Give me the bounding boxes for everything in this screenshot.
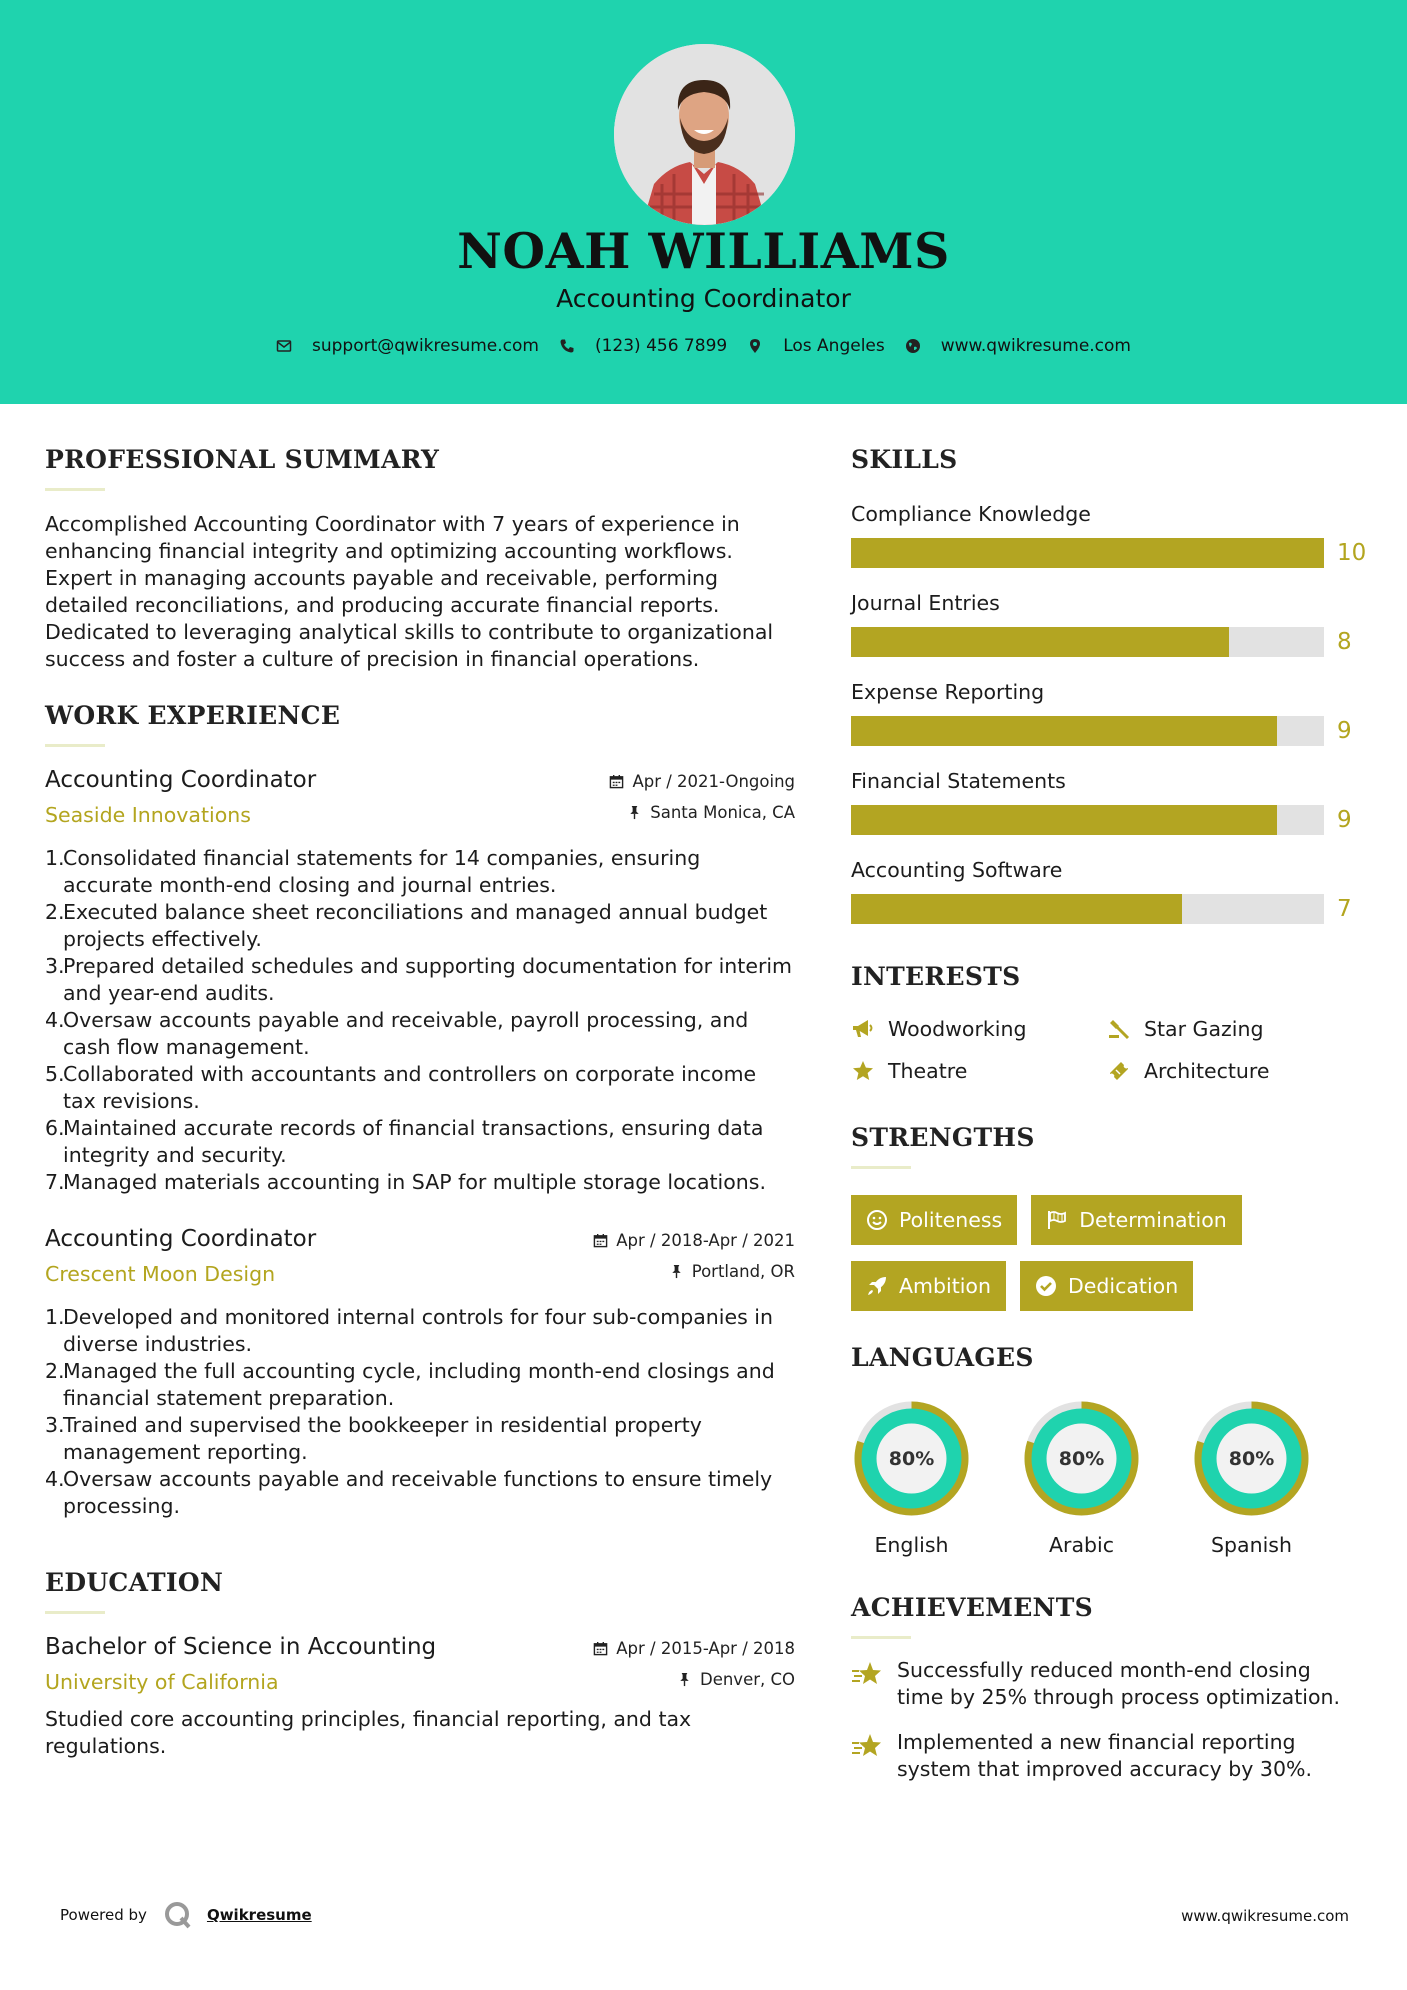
- language-name: Spanish: [1211, 1533, 1292, 1557]
- phone-icon: [559, 338, 575, 354]
- star-icon: [851, 1059, 875, 1083]
- list-item: 7. Managed materials accounting in SAP for multiple storage locations.: [45, 1170, 766, 1194]
- skill-name: Accounting Software: [851, 858, 1063, 882]
- education-meta: [593, 1638, 795, 1689]
- job-location: [609, 802, 795, 822]
- gavel-icon: [1107, 1017, 1131, 1041]
- education-dates: [593, 1638, 795, 1658]
- interest-label: Architecture: [1144, 1059, 1270, 1083]
- skills-list: [851, 502, 1371, 924]
- bullet-text: Managed the full accounting cycle, including month-end closings and financial statement preparation.: [63, 1359, 775, 1410]
- languages-heading: LANGUAGES: [851, 1343, 1034, 1372]
- strength-label: Ambition: [899, 1274, 991, 1298]
- achievement-item: [851, 1657, 1371, 1711]
- languages-section: [851, 1343, 1371, 1557]
- education-heading: EDUCATION: [45, 1568, 224, 1597]
- strength-chip: [1031, 1195, 1242, 1245]
- skill-name: Expense Reporting: [851, 680, 1045, 704]
- profile-photo-illustration: [614, 44, 795, 225]
- section-divider: [45, 1611, 105, 1614]
- pushpin-icon: [677, 1672, 692, 1687]
- skill-level: 9: [1337, 807, 1352, 833]
- section-divider: [45, 488, 105, 491]
- skill-level: 9: [1337, 718, 1352, 744]
- achievements-heading: ACHIEVEMENTS: [851, 1593, 1093, 1622]
- education-dates-text: Apr / 2015-Apr / 2018: [616, 1638, 795, 1658]
- strength-chip: [851, 1261, 1006, 1311]
- achievements-section: [851, 1593, 1371, 1783]
- section-divider: [851, 1166, 911, 1169]
- job-location-text: Santa Monica, CA: [650, 802, 795, 822]
- trophy-star-icon: [851, 1731, 885, 1761]
- bullet-text: Trained and supervised the bookkeeper in residential property management reporting.: [63, 1413, 702, 1464]
- interest-label: Theatre: [888, 1059, 968, 1083]
- contact-email[interactable]: [276, 336, 539, 356]
- job-dates-text: Apr / 2018-Apr / 2021: [616, 1230, 795, 1250]
- skills-heading: SKILLS: [851, 445, 958, 474]
- skill-level: 7: [1337, 896, 1352, 922]
- skill-level: 8: [1337, 629, 1352, 655]
- language-ring: [851, 1398, 972, 1519]
- envelope-icon: [276, 338, 292, 354]
- interests-section: [851, 962, 1371, 1083]
- right-column: [851, 445, 1371, 1783]
- summary-section: [45, 445, 795, 673]
- brand-link[interactable]: Qwikresume: [206, 1906, 312, 1924]
- education-entry: [45, 1634, 795, 1760]
- calendar-icon: [609, 774, 624, 789]
- skill-bar: [851, 627, 1352, 657]
- skill-name: Financial Statements: [851, 769, 1066, 793]
- language-ring: [1021, 1398, 1142, 1519]
- bullet-text: Oversaw accounts payable and receivable, payroll processing, and cash flow management.: [63, 1008, 749, 1059]
- interests-list: [851, 1017, 1371, 1083]
- bullet-text: Collaborated with accountants and controllers on corporate income tax revisions.: [63, 1062, 757, 1113]
- bullet-text: Managed materials accounting in SAP for multiple storage locations.: [63, 1170, 766, 1194]
- strength-label: Politeness: [899, 1208, 1003, 1232]
- strengths-list: [851, 1195, 1351, 1311]
- list-item: 1. Developed and monitored internal controls for four sub-companies in diverse industries.: [45, 1305, 773, 1356]
- skill-item: [851, 858, 1371, 924]
- job-entry: [45, 1226, 795, 1520]
- pushpin-icon: [627, 805, 642, 820]
- contact-website-text: www.qwikresume.com: [940, 336, 1131, 356]
- section-divider: [851, 1636, 911, 1639]
- skill-bar-fill: [851, 627, 1229, 657]
- list-item: 1. Consolidated financial statements for 14 companies, ensuring accurate month-end closing and journal entries.: [45, 846, 701, 897]
- section-divider: [45, 744, 105, 747]
- list-item: 4. Oversaw accounts payable and receivable functions to ensure timely processing.: [45, 1467, 773, 1518]
- skill-bar-fill: [851, 716, 1277, 746]
- job-dates: [593, 1230, 795, 1250]
- job-company: Crescent Moon Design: [45, 1262, 276, 1286]
- powered-by-label: Powered by: [60, 1906, 147, 1924]
- footer-powered: [60, 1900, 312, 1930]
- language-ring: [1191, 1398, 1312, 1519]
- list-item: 4. Oversaw accounts payable and receivable, payroll processing, and cash flow management.: [45, 1008, 749, 1059]
- job-bullets: [45, 1304, 795, 1520]
- skill-bar-fill: [851, 538, 1324, 568]
- skill-item: [851, 769, 1371, 835]
- list-item: 5. Collaborated with accountants and controllers on corporate income tax revisions.: [45, 1062, 757, 1113]
- skill-bar: [851, 805, 1352, 835]
- profile-photo: [614, 44, 795, 225]
- bullet-text: Maintained accurate records of financial transactions, ensuring data integrity and security.: [63, 1116, 764, 1167]
- bullet-text: Executed balance sheet reconciliations and managed annual budget projects effectively.: [63, 900, 768, 951]
- summary-text: Accomplished Accounting Coordinator with 7 years of experience in enhancing financial integrity and optimizing accounting workflows. Expert in managing accounts payable and receivable, performing detailed reconciliations, and producing accurate financial reports. Dedicated to leveraging analytical skills to contribute to organizational success and foster a culture of precision in financial operations.: [45, 512, 774, 671]
- skill-item: [851, 591, 1371, 657]
- skill-bar: [851, 894, 1352, 924]
- smile-icon: [866, 1209, 888, 1231]
- interest-label: Star Gazing: [1144, 1017, 1264, 1041]
- bullet-text: Prepared detailed schedules and supporting documentation for interim and year-end audits.: [63, 954, 793, 1005]
- interest-item: [1107, 1059, 1363, 1083]
- language-percent: 80%: [1058, 1448, 1105, 1470]
- languages-list: [851, 1398, 1371, 1557]
- candidate-title: Accounting Coordinator: [556, 284, 851, 313]
- bullet-text: Consolidated financial statements for 14 companies, ensuring accurate month-end closing and journal entries.: [63, 846, 701, 897]
- contact-bar: [0, 336, 1407, 356]
- rocket-icon: [866, 1275, 888, 1297]
- list-item: 3. Trained and supervised the bookkeeper in residential property management reporting.: [45, 1413, 702, 1464]
- list-item: 3. Prepared detailed schedules and supporting documentation for interim and year-end audits.: [45, 954, 793, 1005]
- calendar-icon: [593, 1233, 608, 1248]
- contact-location: [747, 336, 885, 356]
- job-location-text: Portland, OR: [691, 1261, 795, 1281]
- left-column: [45, 445, 795, 1760]
- degree-title: Bachelor of Science in Accounting: [45, 1634, 437, 1660]
- experience-heading: WORK EXPERIENCE: [45, 701, 341, 730]
- strength-chip: [1020, 1261, 1193, 1311]
- qwikresume-logo-icon: [163, 1900, 193, 1930]
- skill-bar: [851, 538, 1367, 568]
- skill-item: [851, 502, 1371, 568]
- language-item: [1021, 1398, 1191, 1557]
- job-meta: [609, 771, 795, 822]
- candidate-name: NOAH WILLIAMS: [457, 222, 950, 280]
- skills-section: [851, 445, 1371, 924]
- skill-item: [851, 680, 1371, 746]
- interest-item: [851, 1059, 1107, 1083]
- interest-label: Woodworking: [888, 1017, 1027, 1041]
- language-item: [851, 1398, 1021, 1557]
- bullet-text: Oversaw accounts payable and receivable functions to ensure timely processing.: [63, 1467, 773, 1518]
- education-location: [593, 1669, 795, 1689]
- language-percent: 80%: [888, 1448, 935, 1470]
- job-dates-text: Apr / 2021-Ongoing: [632, 771, 795, 791]
- job-meta: [593, 1230, 795, 1281]
- skill-bar: [851, 716, 1352, 746]
- language-name: English: [874, 1533, 949, 1557]
- job-title: Accounting Coordinator: [45, 767, 317, 793]
- interests-heading: INTERESTS: [851, 962, 1021, 991]
- header-banner: [0, 0, 1407, 404]
- education-section: [45, 1568, 795, 1760]
- list-item: 2. Managed the full accounting cycle, including month-end closings and financial statement preparation.: [45, 1359, 775, 1410]
- footer-website[interactable]: www.qwikresume.com: [1181, 1907, 1349, 1925]
- megaphone-icon: [851, 1017, 875, 1041]
- map-pin-icon: [747, 338, 763, 354]
- list-item: 2. Executed balance sheet reconciliations and managed annual budget projects effectively.: [45, 900, 768, 951]
- language-name: Arabic: [1049, 1533, 1114, 1557]
- contact-phone[interactable]: [559, 336, 727, 356]
- education-description: Studied core accounting principles, financial reporting, and tax regulations.: [45, 1707, 692, 1758]
- summary-heading: PROFESSIONAL SUMMARY: [45, 445, 440, 474]
- job-entry: [45, 767, 795, 1196]
- flag-icon: [1046, 1209, 1068, 1231]
- bullet-text: Developed and monitored internal controls for four sub-companies in diverse industries.: [63, 1305, 773, 1356]
- job-location: [593, 1261, 795, 1281]
- calendar-icon: [593, 1641, 608, 1656]
- job-title: Accounting Coordinator: [45, 1226, 317, 1252]
- pushpin-icon: [669, 1264, 684, 1279]
- strengths-heading: STRENGTHS: [851, 1123, 1035, 1152]
- education-location-text: Denver, CO: [699, 1669, 795, 1689]
- check-circle-icon: [1035, 1275, 1057, 1297]
- skill-bar-fill: [851, 805, 1277, 835]
- strength-chip: [851, 1195, 1017, 1245]
- school-name: University of California: [45, 1670, 279, 1694]
- contact-email-text: support@qwikresume.com: [312, 336, 539, 356]
- list-item: 6. Maintained accurate records of financial transactions, ensuring data integrity and security.: [45, 1116, 764, 1167]
- interest-item: [1107, 1017, 1363, 1041]
- language-percent: 80%: [1228, 1448, 1275, 1470]
- trophy-star-icon: [851, 1659, 885, 1689]
- job-bullets: [45, 845, 795, 1196]
- achievement-text: Successfully reduced month-end closing time by 25% through process optimization.: [897, 1658, 1340, 1709]
- strength-label: Dedication: [1067, 1274, 1179, 1298]
- experience-section: [45, 701, 795, 1520]
- skill-name: Compliance Knowledge: [851, 502, 1091, 526]
- achievement-text: Implemented a new financial reporting system that improved accuracy by 30%.: [897, 1730, 1312, 1781]
- skill-bar-fill: [851, 894, 1182, 924]
- interest-item: [851, 1017, 1107, 1041]
- ticket-icon: [1107, 1059, 1131, 1083]
- skill-name: Journal Entries: [851, 591, 1000, 615]
- achievement-item: [851, 1729, 1371, 1783]
- strength-label: Determination: [1079, 1208, 1227, 1232]
- strengths-section: [851, 1123, 1371, 1311]
- contact-website[interactable]: [905, 336, 1131, 356]
- contact-phone-text: (123) 456 7899: [594, 336, 728, 356]
- language-item: [1191, 1398, 1361, 1557]
- globe-icon: [905, 338, 921, 354]
- job-dates: [609, 771, 795, 791]
- contact-location-text: Los Angeles: [783, 336, 885, 356]
- skill-level: 10: [1337, 540, 1367, 566]
- job-company: Seaside Innovations: [45, 803, 251, 827]
